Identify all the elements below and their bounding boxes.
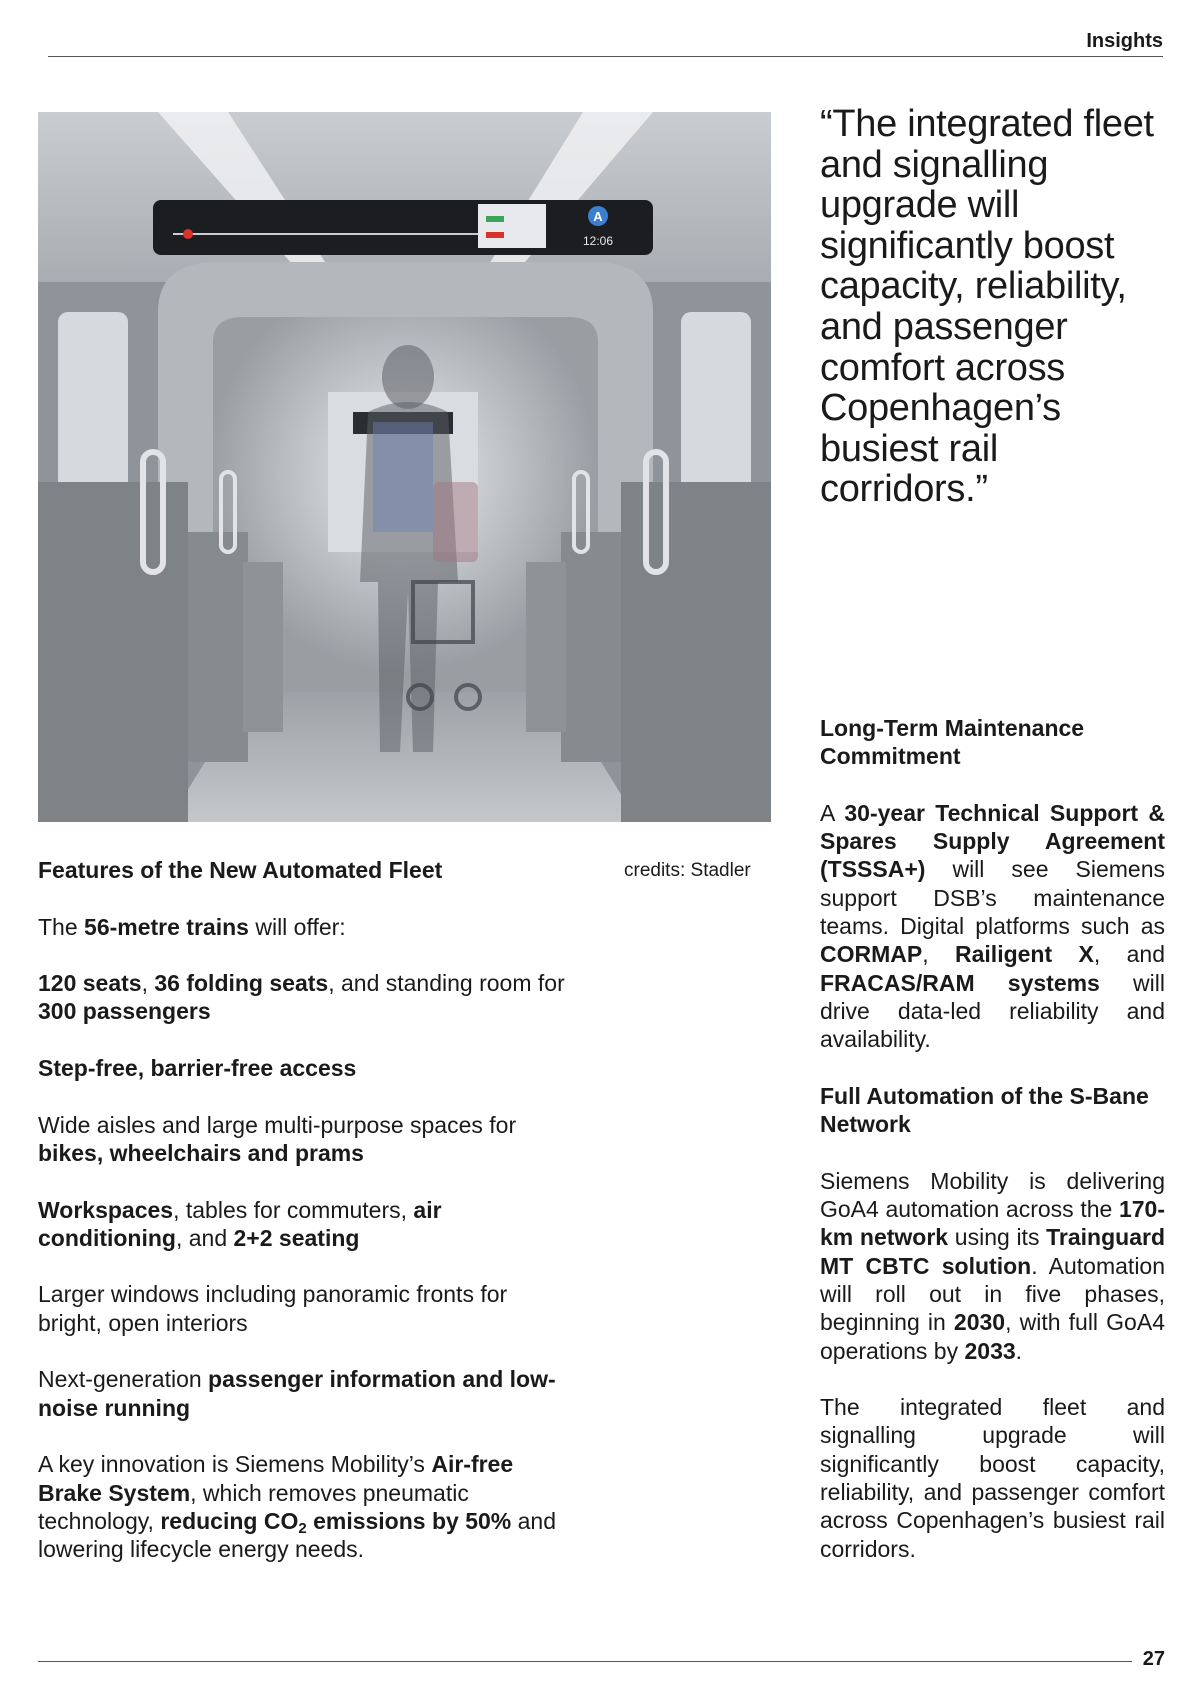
automation-body: Siemens Mobility is delivering GoA4 automation across the 170-km network using its Trainguard MT CBTC solution. Automation will roll out in five phases, beginning in 2030, with full GoA4 operations by 2033. [820,1167,1166,1364]
image-credit: credits: Stadler [624,860,751,881]
pull-quote: “The integrated fleet and signalling upgrade will significantly boost capacity, reliability, and passenger comfort across Copenhagen’s busiest rail corridors.” [820,103,1154,511]
automation-heading: Full Automation of the S-Bane Network [820,1082,1149,1138]
feature-brake: A key innovation is Siemens Mobility’s Air-free Brake System, which removes pneumatic technology, reducing $CO_2$ emissions by 50% and lowering lifecycle energy needs. [38,1451,556,1563]
feature-nextgen: Next-generation passenger information and low-noise running [38,1366,556,1421]
feature-windows: Larger windows including panoramic fronts for bright, open interiors [38,1281,508,1336]
feature-workspaces: Workspaces, tables for commuters, air conditioning, and 2+2 seating [38,1196,442,1251]
maintenance-heading: Long-Term Maintenance Commitment [820,715,1085,770]
feature-seats: 120 seats, 36 folding seats, and standing room for 300 passengers [38,970,565,1025]
train-interior-photo [38,112,771,822]
header-divider [48,56,1163,57]
features-column [38,856,568,1592]
display-clock: 12:06 [582,234,614,248]
maintenance-body: A 30-year Technical Support & Spares Supply Agreement (TSSSA+) will see Siemens support DSB’s maintenance teams. Digital platforms such as CORMAP, Railigent X, and FRACAS/RAM systems will drive data-led reliability and availability. [820,799,1166,1053]
footer-divider [38,1661,1132,1662]
closing-paragraph: The integrated fleet and signalling upgrade will significantly boost capacity, reliability, and passenger comfort across Copenhagen’s busiest rail corridors. [820,1394,1165,1562]
feature-aisles: Wide aisles and large multi-purpose spaces for bikes, wheelchairs and prams [38,1111,517,1166]
feature-access: Step-free, barrier-free access [38,1055,357,1082]
features-intro: The 56-metre trains will offer: [38,913,346,940]
page-number: 27 [1142,1648,1165,1670]
maintenance-column [820,714,1165,1591]
display-badge: A [593,209,603,224]
section-label: Insights [1086,30,1163,52]
features-heading: Features of the New Automated Fleet [38,857,443,883]
